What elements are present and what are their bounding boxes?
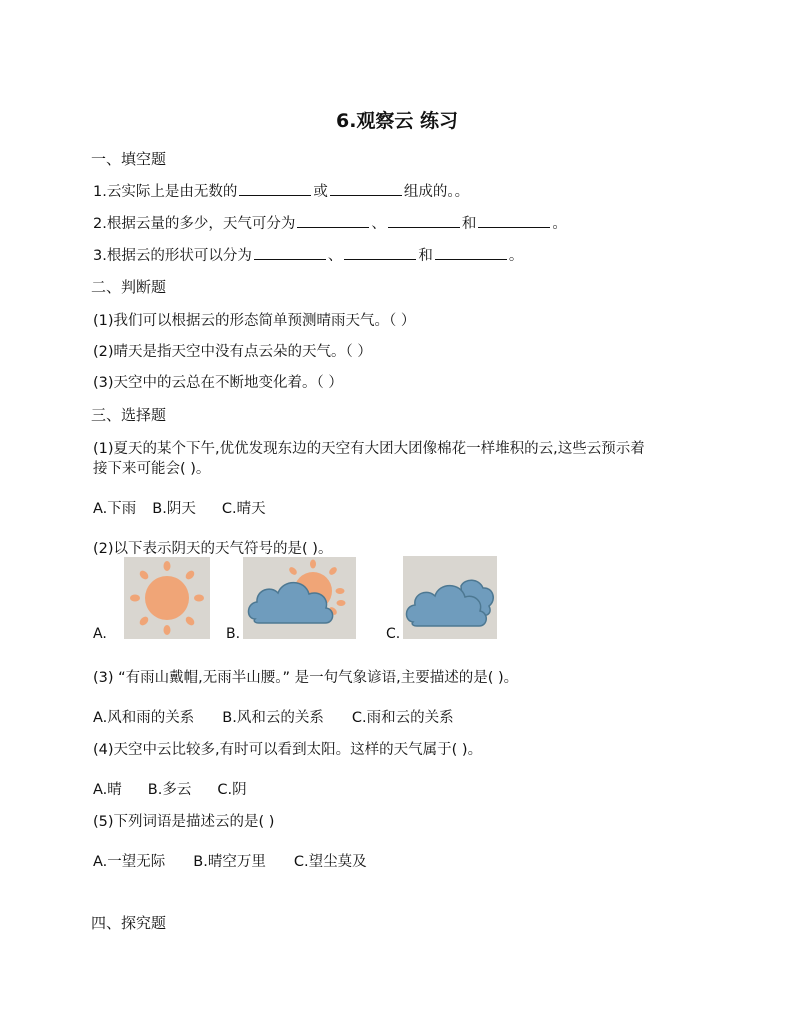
answer-blank[interactable] bbox=[297, 213, 369, 228]
choice-question-5-options bbox=[93, 850, 367, 871]
choice-question-3-options bbox=[93, 706, 454, 727]
fill-question-3 bbox=[93, 244, 523, 265]
option-b[interactable]: B.晴空万里 bbox=[193, 854, 266, 870]
choice-question-1-line2: 接下来可能会( )。 bbox=[93, 461, 211, 477]
option-a[interactable]: A.一望无际 bbox=[93, 854, 166, 870]
q3-text-a: 3.根据云的形状可以分为 bbox=[93, 248, 252, 264]
q2-text-a: 2.根据云量的多少，天气可分为 bbox=[93, 216, 296, 232]
q2-text-c: 和 bbox=[461, 216, 477, 232]
option-c[interactable]: C.望尘莫及 bbox=[293, 854, 367, 870]
answer-blank[interactable] bbox=[478, 213, 550, 228]
fill-question-1 bbox=[93, 180, 469, 201]
q3-text-b: 、 bbox=[327, 248, 343, 264]
q2-text-b: 、 bbox=[371, 216, 386, 232]
choice-question-1-line1: (1)夏天的某个下午,优优发现东边的天空有大团大团像棉花一样堆积的云,这些云预示着 bbox=[93, 441, 645, 457]
pic-label-a: A. bbox=[93, 626, 107, 642]
answer-blank[interactable] bbox=[239, 181, 311, 196]
choice-question-3: (3) “有雨山戴帽,无雨半山腰。” 是一句气象谚语,主要描述的是( )。 bbox=[93, 670, 519, 686]
sun-icon[interactable] bbox=[124, 557, 210, 639]
q3-text-d: 。 bbox=[508, 248, 524, 264]
option-b[interactable]: B.阴天 bbox=[152, 501, 196, 517]
option-a[interactable]: A.风和雨的关系 bbox=[93, 710, 195, 726]
section-heading-judge: 二、判断题 bbox=[91, 278, 167, 296]
judge-question-2: (2)晴天是指天空中没有点云朵的天气。（ ） bbox=[93, 344, 372, 360]
answer-blank[interactable] bbox=[254, 245, 326, 260]
option-b[interactable]: B.风和云的关系 bbox=[222, 710, 324, 726]
option-c[interactable]: C.晴天 bbox=[221, 501, 266, 517]
pic-label-c: C. bbox=[386, 626, 401, 642]
option-a[interactable]: A.晴 bbox=[93, 782, 122, 798]
answer-blank[interactable] bbox=[435, 245, 507, 260]
choice-question-4: (4)天空中云比较多,有时可以看到太阳。这样的天气属于( )。 bbox=[93, 742, 483, 758]
section-heading-fill: 一、填空题 bbox=[91, 150, 167, 168]
option-a[interactable]: A.下雨 bbox=[93, 501, 137, 517]
option-c[interactable]: C.雨和云的关系 bbox=[351, 710, 454, 726]
section-heading-explore: 四、探究题 bbox=[91, 914, 167, 932]
section-heading-choice: 三、选择题 bbox=[91, 406, 167, 424]
option-c[interactable]: C.阴 bbox=[217, 782, 247, 798]
q1-text-b: 或 bbox=[313, 184, 328, 200]
q1-text-c: 组成的。。 bbox=[403, 184, 470, 200]
pic-label-b: B. bbox=[226, 626, 241, 642]
choice-question-4-options bbox=[93, 778, 247, 799]
q1-text-a: 1.云实际上是由无数的 bbox=[93, 184, 238, 200]
page-title: 6.观察云 练习 bbox=[335, 110, 459, 132]
fill-question-2 bbox=[93, 212, 567, 233]
answer-blank[interactable] bbox=[388, 213, 460, 228]
choice-question-1-options bbox=[93, 497, 266, 518]
q3-text-c: 和 bbox=[418, 248, 433, 264]
sun-behind-cloud-icon[interactable] bbox=[243, 557, 356, 639]
option-b[interactable]: B.多云 bbox=[147, 782, 192, 798]
q2-text-d: 。 bbox=[552, 216, 567, 232]
choice-question-5: (5)下列词语是描述云的是( ) bbox=[93, 814, 275, 830]
answer-blank[interactable] bbox=[344, 245, 416, 260]
answer-blank[interactable] bbox=[330, 181, 402, 196]
cloud-icon[interactable] bbox=[403, 556, 497, 639]
judge-question-1: (1)我们可以根据云的形态简单预测晴雨天气。（ ） bbox=[93, 313, 416, 329]
judge-question-3: (3)天空中的云总在不断地变化着。（ ） bbox=[93, 375, 343, 391]
choice-question-2: (2)以下表示阴天的天气符号的是( )。 bbox=[93, 541, 333, 557]
